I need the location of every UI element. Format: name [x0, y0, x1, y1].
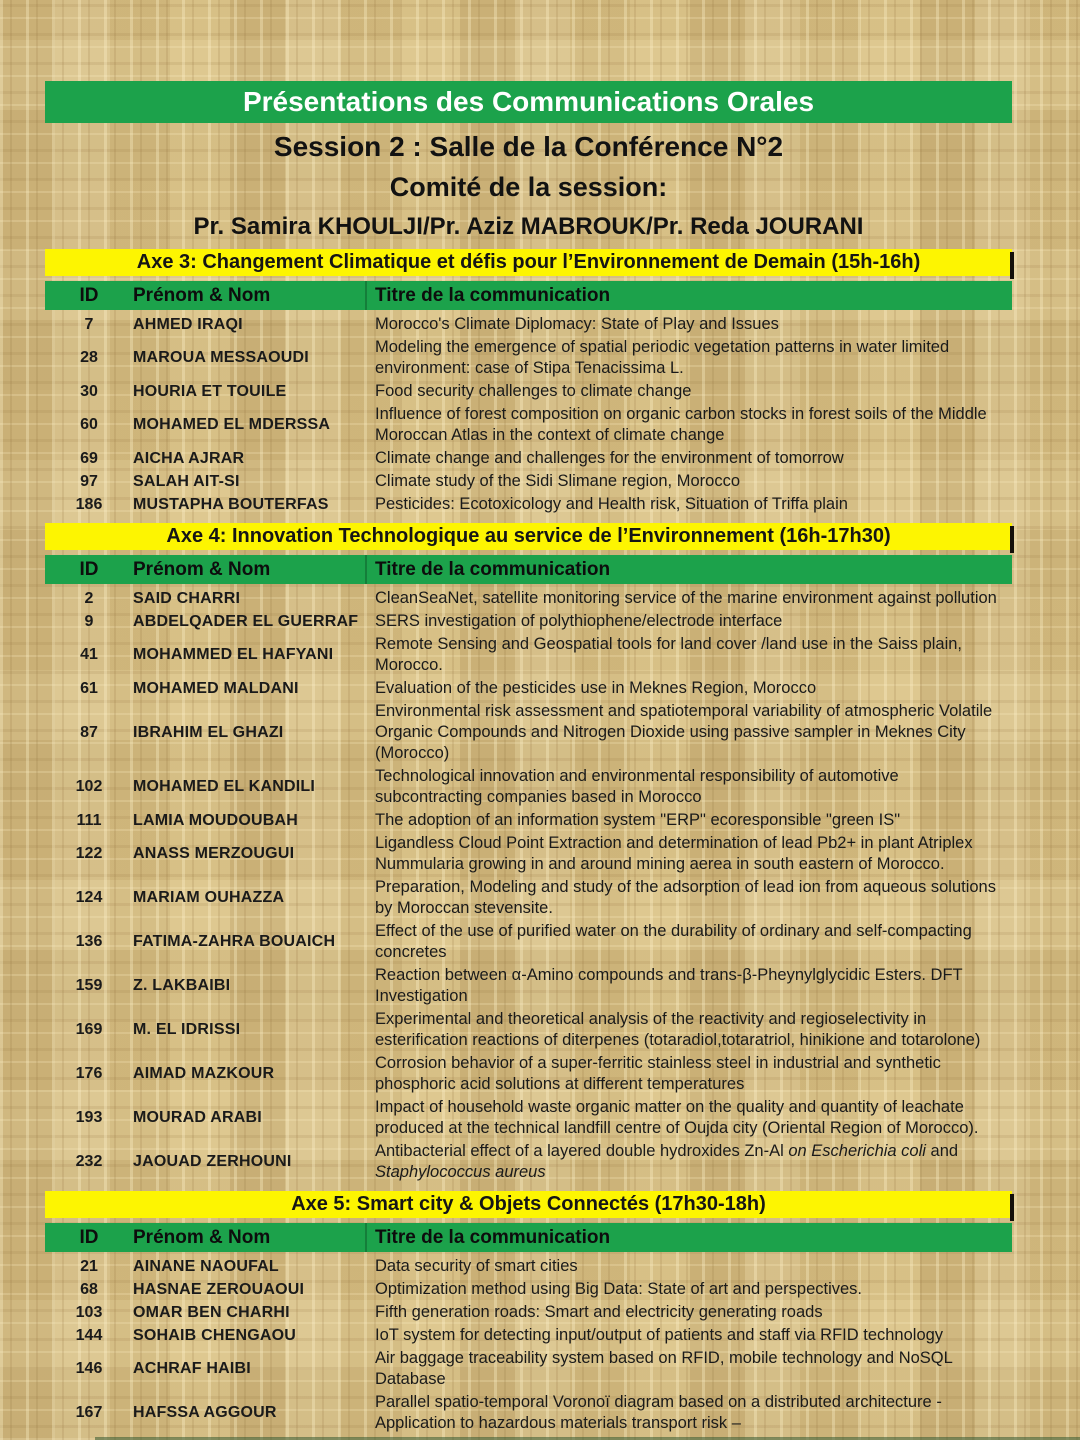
table-row: [45, 336, 1012, 380]
axe-banner-label: Axe 5: Smart city & Objets Connectés (17h30-18h): [291, 1193, 766, 1215]
table-row: [45, 633, 1012, 677]
row-name: MOHAMED EL MDERSSA: [133, 416, 331, 433]
row-id: 159: [75, 977, 103, 994]
table-row: [45, 610, 1012, 633]
axe-section: [45, 523, 1012, 1184]
table-row: [45, 1096, 1012, 1140]
column-header-id: ID: [79, 284, 99, 306]
row-title: Climate change and challenges for the environment of tomorrow: [375, 449, 844, 467]
row-name: HASNAE ZEROUAOUI: [133, 1280, 305, 1298]
session-title: Session 2 : Salle de la Conférence N°2: [273, 131, 784, 162]
row-title: IoT system for detecting input/output of patients and staff via RFID technology: [375, 1326, 944, 1344]
table-row: [45, 447, 1012, 470]
row-name: AINANE NAOUFAL: [133, 1257, 279, 1275]
row-name: MUSTAPHA BOUTERFAS: [133, 495, 329, 513]
table-row: [45, 920, 1012, 964]
row-name: MAROUA MESSAOUDI: [133, 349, 309, 366]
column-header-name: Prénom & Nom: [133, 1226, 271, 1248]
row-title: Morocco's Climate Diplomacy: State of Play and Issues: [375, 315, 779, 333]
row-name: ACHRAF HAIBI: [133, 1360, 251, 1377]
row-id: 136: [75, 933, 103, 950]
row-name: MARIAM OUHAZZA: [133, 889, 285, 906]
row-name: MOURAD ARABI: [133, 1109, 262, 1126]
table-row: [45, 1008, 1012, 1052]
row-title: Ligandless Cloud Point Extraction and determination of lead Pb2+ in plant Atriplex Nummularia growing in and around mining aerea in south eastern of Morocco.: [375, 834, 973, 873]
row-title: Technological innovation and environmental responsibility of automotive subcontracting companies based in Morocco: [375, 767, 899, 806]
title-run-italic: on Escherichia coli: [788, 1142, 926, 1160]
row-title: Influence of forest composition on organic carbon stocks in forest soils of the Middle Moroccan Atlas in the context of climate change: [375, 405, 987, 444]
row-id: 232: [75, 1153, 103, 1170]
row-id: 167: [75, 1404, 103, 1421]
row-title: Air baggage traceability system based on RFID, mobile technology and NoSQL Database: [375, 1349, 953, 1388]
table-row: [45, 700, 1012, 765]
row-id: 186: [75, 495, 103, 513]
row-id: 2: [84, 589, 94, 607]
table-row: [45, 809, 1012, 832]
row-title: Effect of the use of purified water on the durability of ordinary and self-compacting concretes: [375, 922, 972, 961]
row-name: IBRAHIM EL GHAZI: [133, 723, 284, 741]
table-row: [45, 677, 1012, 700]
column-header-name: Prénom & Nom: [133, 558, 271, 580]
table-row: [45, 1347, 1012, 1391]
row-id: 111: [76, 811, 102, 829]
row-id: 7: [84, 315, 94, 333]
table-body: [45, 1255, 1012, 1435]
row-title: Corrosion behavior of a super-ferritic stainless steel in industrial and synthetic phosphoric acid solutions at different temperatures: [375, 1054, 941, 1093]
row-name: MOHAMMED EL HAFYANI: [133, 646, 334, 663]
row-id: 21: [80, 1257, 98, 1275]
table-header-row: [45, 555, 1012, 584]
column-header-id: ID: [79, 558, 99, 580]
row-name: SOHAIB CHENGAOU: [133, 1326, 297, 1344]
row-title: The adoption of an information system "ERP" ecoresponsible "green IS": [375, 811, 901, 829]
row-name: LAMIA MOUDOUBAH: [133, 811, 299, 829]
row-title: Evaluation of the pesticides use in Meknes Region, Morocco: [375, 679, 817, 697]
row-name: AHMED IRAQI: [133, 315, 243, 333]
table-row: [45, 876, 1012, 920]
table-row: [45, 493, 1012, 516]
row-name: Z. LAKBAIBI: [133, 977, 231, 994]
committee-members: Pr. Samira KHOULJI/Pr. Aziz MABROUK/Pr. Reda JOURANI: [193, 213, 864, 240]
row-id: 69: [80, 449, 98, 467]
row-id: 144: [75, 1326, 103, 1344]
row-name: AICHA AJRAR: [133, 449, 245, 467]
axe-section: [45, 249, 1012, 516]
table-row: [45, 470, 1012, 493]
row-id: 124: [75, 889, 103, 906]
row-title: Fifth generation roads: Smart and electricity generating roads: [375, 1303, 823, 1321]
row-id: 193: [75, 1109, 103, 1126]
column-header-id: ID: [79, 1226, 99, 1248]
row-id: 103: [75, 1303, 103, 1321]
axe-banner: [45, 1191, 1012, 1218]
row-id: 9: [84, 612, 94, 630]
page-title: Présentations des Communications Orales: [242, 86, 815, 117]
table-row: [45, 313, 1012, 336]
axe-banner: [45, 523, 1012, 550]
row-name: OMAR BEN CHARHI: [133, 1303, 290, 1321]
sections-container: [45, 249, 1012, 1435]
title-run: Antibacterial effect of a layered double hydroxides Zn-Al: [375, 1142, 789, 1160]
row-title: Remote Sensing and Geospatial tools for land cover /land use in the Saiss plain, Morocco.: [375, 635, 963, 674]
column-header-title: Titre de la communication: [365, 281, 1012, 310]
row-id: 169: [75, 1021, 103, 1038]
row-title: Experimental and theoretical analysis of the reactivity and regioselectivity in esterification reactions of diterpenes (totaradiol,totaratriol, hinikione and totarolone): [375, 1010, 981, 1049]
row-title: Impact of household waste organic matter on the quality and quantity of leachate produced at the technical landfill centre of Oujda city (Oriental Region of Morocco).: [375, 1098, 979, 1137]
row-id: 102: [75, 778, 103, 795]
committee-label: Comité de la session:: [389, 172, 668, 202]
table-row: [45, 964, 1012, 1008]
row-title: Data security of smart cities: [375, 1257, 578, 1275]
row-name: HAFSSA AGGOUR: [133, 1404, 277, 1421]
table-row: [45, 587, 1012, 610]
row-title: Climate study of the Sidi Slimane region, Morocco: [375, 472, 740, 490]
row-name: AIMAD MAZKOUR: [133, 1065, 275, 1082]
row-title: CleanSeaNet, satellite monitoring service of the marine environment against pollution: [375, 589, 997, 607]
row-name: MOHAMED EL KANDILI: [133, 778, 315, 795]
table-row: [45, 765, 1012, 809]
table-row: [45, 832, 1012, 876]
table-row: [45, 1255, 1012, 1278]
column-header-name: Prénom & Nom: [133, 284, 271, 306]
table-header-row: [45, 1223, 1012, 1252]
row-title: Pesticides: Ecotoxicology and Health risk, Situation of Triffa plain: [375, 495, 848, 513]
table-header-row: [45, 281, 1012, 310]
content-area: [45, 0, 1012, 1435]
row-title: Reaction between α-Amino compounds and trans-β-Pheynylglycidic Esters. DFT Investigation: [375, 966, 963, 1005]
table-body: [45, 587, 1012, 1184]
table-row: [45, 1052, 1012, 1096]
row-name: MOHAMED MALDANI: [133, 679, 299, 697]
row-id: 87: [80, 723, 98, 741]
row-id: 30: [80, 382, 98, 400]
row-title: Optimization method using Big Data: State of art and perspectives.: [375, 1280, 863, 1298]
row-title: Parallel spatio-temporal Voronoï diagram based on a distributed architecture - Application to hazardous materials transport risk –: [375, 1393, 942, 1432]
table-row: [45, 403, 1012, 447]
row-title: [375, 1141, 1012, 1183]
row-id: 28: [80, 349, 98, 366]
table-row: [45, 1324, 1012, 1347]
main-title-bar: [45, 81, 1012, 123]
table-body: [45, 313, 1012, 516]
row-title: SERS investigation of polythiophene/electrode interface: [375, 612, 783, 630]
column-header-title: Titre de la communication: [365, 1223, 1012, 1252]
table-row: [45, 1278, 1012, 1301]
table-row: [45, 1301, 1012, 1324]
row-id: 61: [80, 679, 98, 697]
row-id: 97: [80, 472, 98, 490]
row-id: 122: [75, 845, 103, 862]
row-id: 176: [75, 1065, 103, 1082]
axe-section: [45, 1191, 1012, 1435]
row-name: JAOUAD ZERHOUNI: [133, 1153, 292, 1170]
row-name: SALAH AIT-SI: [133, 472, 240, 490]
column-header-title: Titre de la communication: [365, 555, 1012, 584]
title-run: and: [925, 1142, 959, 1160]
axe-banner: [45, 249, 1012, 276]
row-id: 60: [80, 416, 98, 433]
title-run-italic: Staphylococcus aureus: [375, 1163, 546, 1181]
table-row: [45, 1391, 1012, 1435]
row-name: FATIMA-ZAHRA BOUAICH: [133, 933, 336, 950]
row-name: ABDELQADER EL GUERRAF: [133, 612, 359, 630]
row-name: HOURIA ET TOUILE: [133, 382, 287, 400]
table-row: [45, 1140, 1012, 1184]
row-id: 41: [80, 646, 98, 663]
table-row: [45, 380, 1012, 403]
row-title: Environmental risk assessment and spatiotemporal variability of atmospheric Volatile Organic Compounds and Nitrogen Dioxide using passive sampler in Meknes City (Morocco): [375, 702, 993, 762]
row-id: 146: [75, 1360, 103, 1377]
row-id: 68: [80, 1280, 98, 1298]
row-title: Preparation, Modeling and study of the adsorption of lead ion from aqueous solutions by Moroccan stevensite.: [375, 878, 996, 917]
axe-banner-label: Axe 4: Innovation Technologique au service de l’Environnement (16h-17h30): [166, 525, 891, 547]
row-name: SAID CHARRI: [133, 589, 241, 607]
row-title: Food security challenges to climate change: [375, 382, 692, 400]
row-title: Modeling the emergence of spatial periodic vegetation patterns in water limited environment: case of Stipa Tenacissima L.: [375, 338, 950, 377]
row-name: M. EL IDRISSI: [133, 1021, 241, 1038]
row-name: ANASS MERZOUGUI: [133, 845, 295, 862]
axe-banner-label: Axe 3: Changement Climatique et défis pour l’Environnement de Demain (15h-16h): [136, 251, 921, 273]
